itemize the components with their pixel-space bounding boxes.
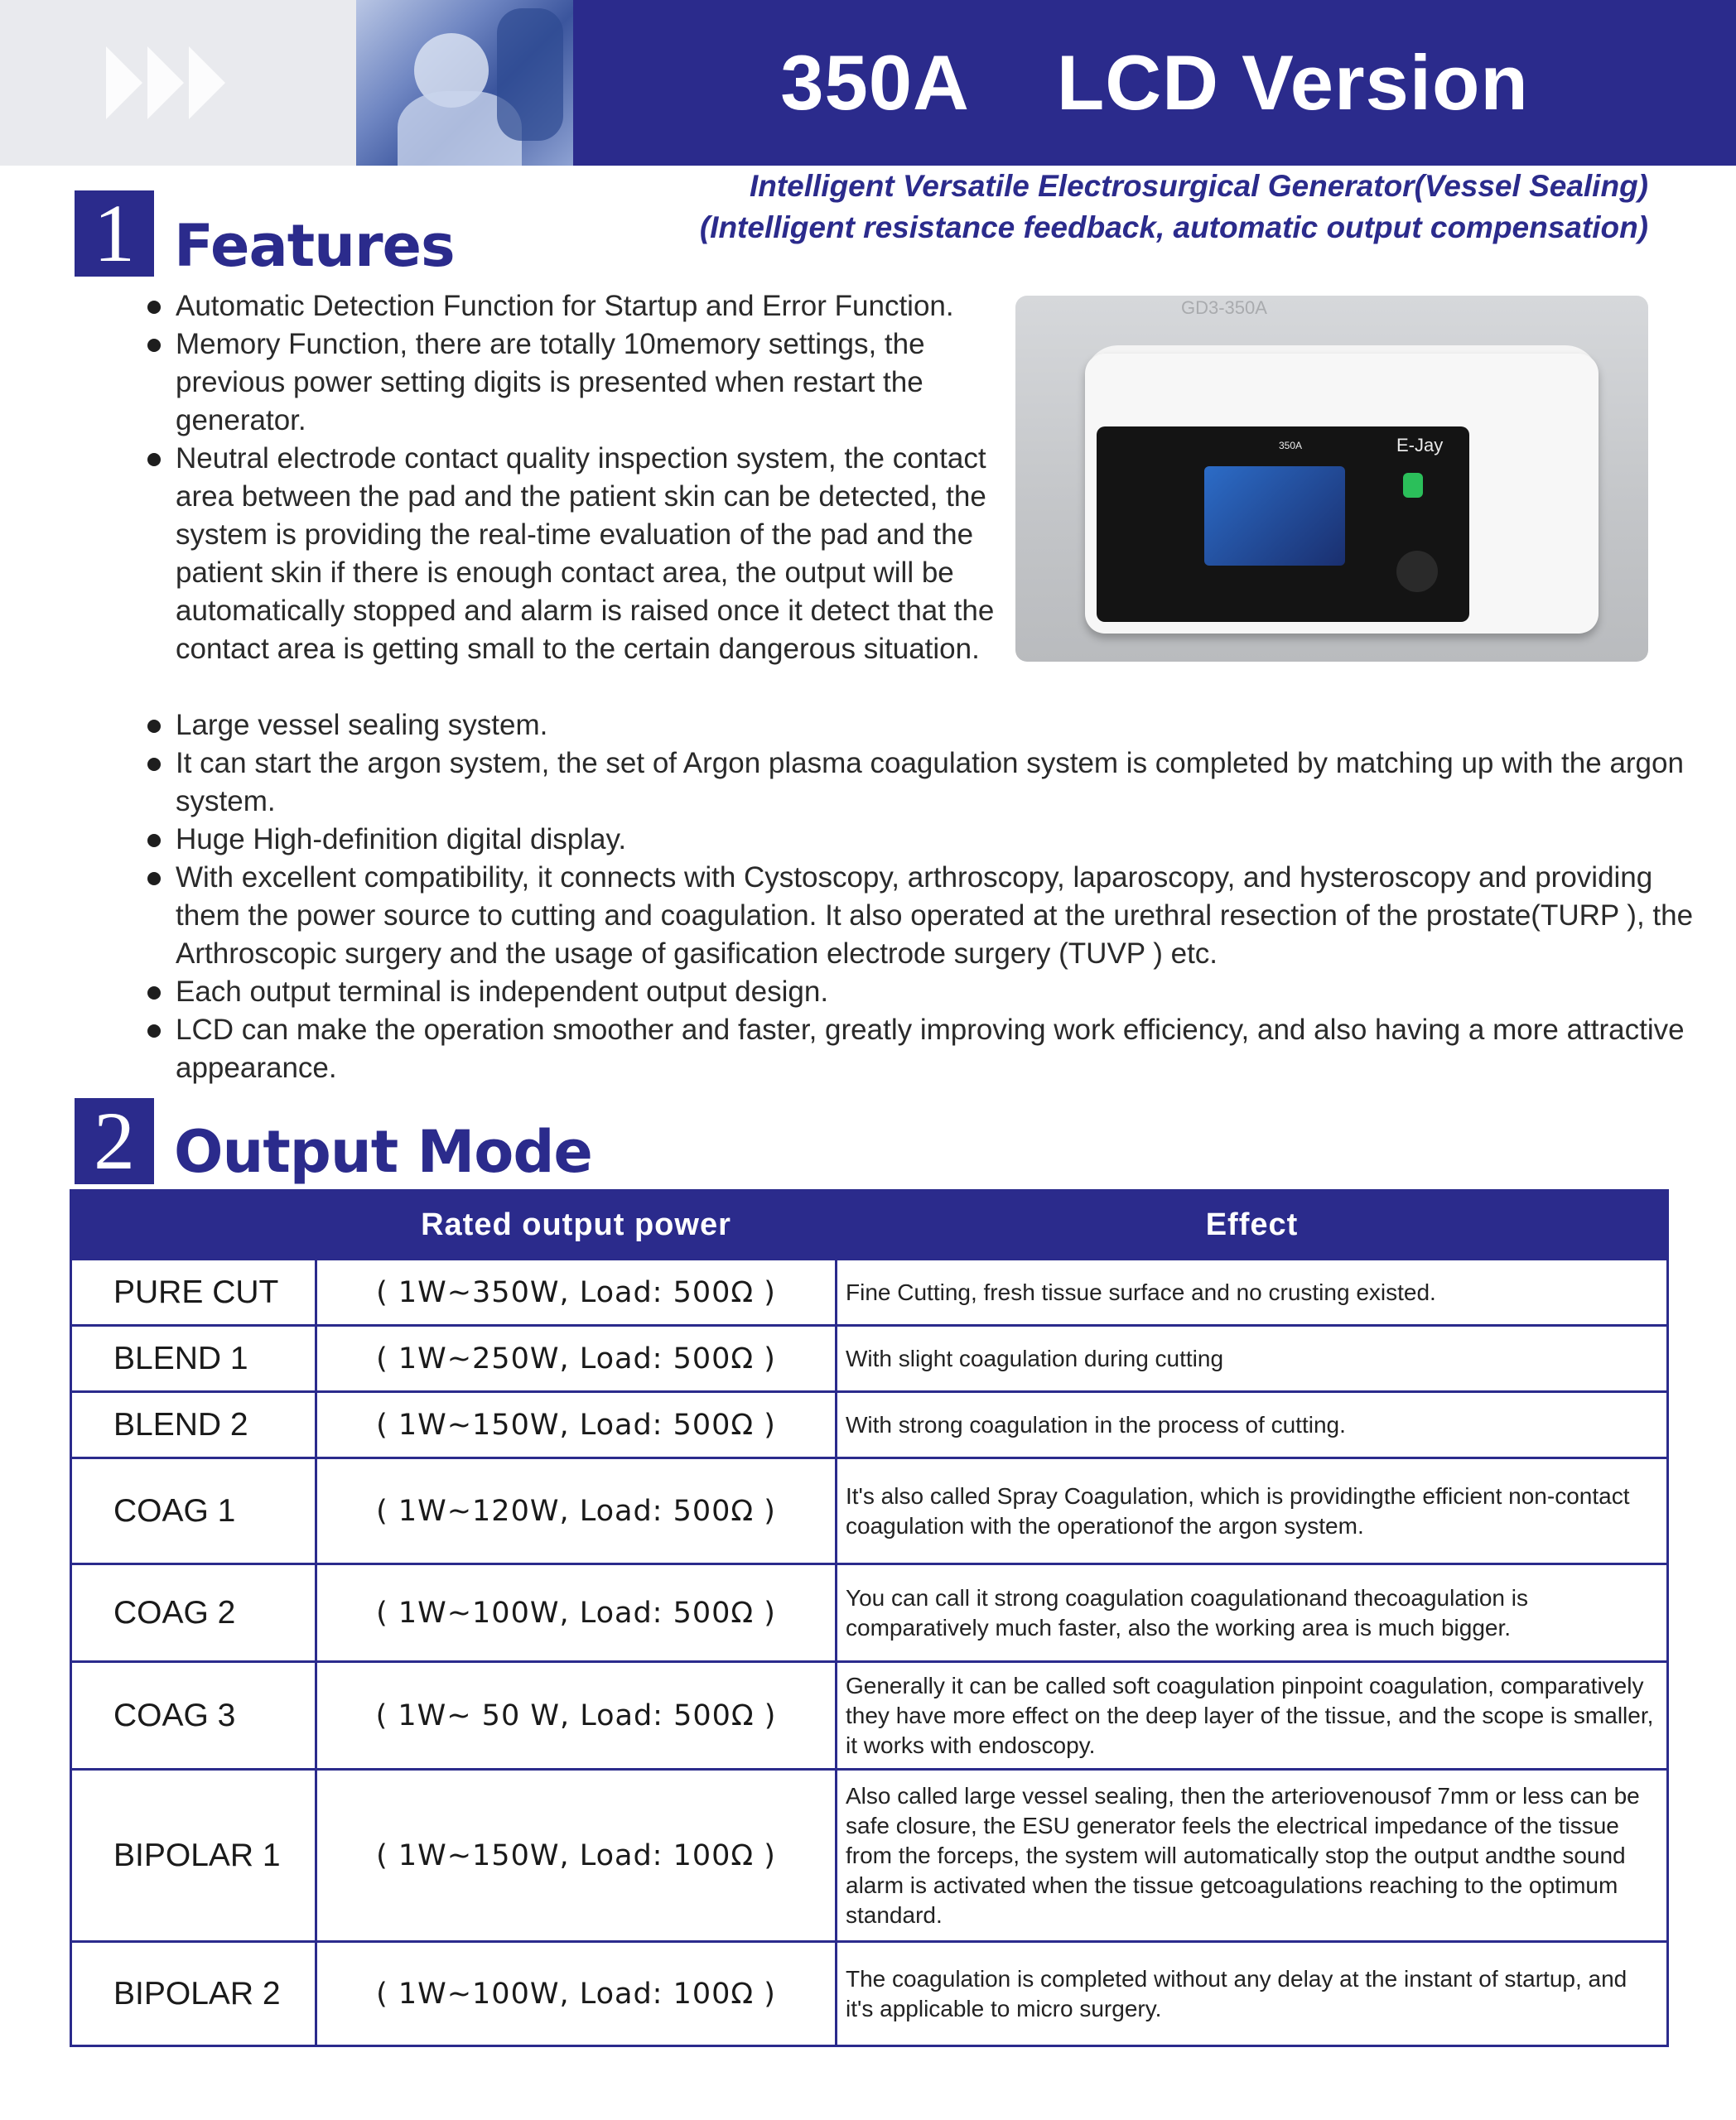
mode-cell: PURE CUT	[71, 1260, 316, 1326]
chevron-right-icon	[189, 46, 225, 119]
device-panel-label: 350A	[1279, 440, 1303, 451]
product-image	[1015, 296, 1648, 662]
product-subtitle-line2: (Intelligent resistance feedback, automatic output compensation)	[699, 210, 1648, 244]
power-cell: ( 1W~250W, Load: 500Ω )	[316, 1326, 837, 1392]
effect-cell: You can call it strong coagulation coagulationand thecoagulation is comparatively much faster, also the working area is much bigger.	[837, 1564, 1668, 1662]
effect-cell: With strong coagulation in the process of cutting.	[837, 1392, 1668, 1458]
feature-item: Huge High-definition digital display.	[144, 821, 1701, 859]
header-decor-panel	[0, 0, 356, 166]
feature-item: LCD can make the operation smoother and faster, greatly improving work efficiency, and also having a more attractive appearance.	[144, 1011, 1701, 1087]
power-cell: ( 1W~100W, Load: 500Ω )	[316, 1564, 837, 1662]
effect-cell: Also called large vessel sealing, then the arteriovenousof 7mm or less can be safe closure, the ESU generator feels the electrical impedance of the tissue from the forceps, the system will automatically stop the output andthe sound alarm is activated when the tissue getcoagulations reaching to the optimum standard.	[837, 1770, 1668, 1942]
effect-cell: It's also called Spray Coagulation, which is providingthe efficient non-contact coagulation with the operationof the argon system.	[837, 1458, 1668, 1564]
lcd-screen	[1204, 466, 1345, 566]
device-front-panel	[1097, 426, 1469, 622]
table-row	[71, 1326, 1668, 1392]
feature-item: Large vessel sealing system.	[144, 706, 1701, 744]
power-cell: ( 1W~150W, Load: 500Ω )	[316, 1392, 837, 1458]
table-row	[71, 1392, 1668, 1458]
brand-logo: E-Jay	[1396, 435, 1444, 455]
section-title-features: Features	[174, 212, 455, 280]
section-title-output-mode: Output Mode	[174, 1118, 592, 1186]
effect-cell: Fine Cutting, fresh tissue surface and no crusting existed.	[837, 1260, 1668, 1326]
feature-item: It can start the argon system, the set of Argon plasma coagulation system is completed by matching up with the argon system.	[144, 744, 1701, 821]
table-row	[71, 1942, 1668, 2046]
feature-list-narrow	[144, 287, 1005, 668]
column-header-effect: Effect	[837, 1191, 1668, 1260]
table-header-row	[71, 1191, 1668, 1260]
effect-cell: The coagulation is completed without any delay at the instant of startup, and it's applicable to micro surgery.	[837, 1942, 1668, 2046]
mode-cell: COAG 3	[71, 1662, 316, 1770]
mode-cell: COAG 2	[71, 1564, 316, 1662]
output-mode-table	[70, 1189, 1669, 2047]
effect-cell: Generally it can be called soft coagulation pinpoint coagulation, comparatively they have more effect on the deep layer of the tissue, and the scope is smaller, it works with endoscopy.	[837, 1662, 1668, 1770]
power-button-icon	[1403, 473, 1423, 498]
feature-item: Automatic Detection Function for Startup and Error Function.	[144, 287, 1005, 325]
surgeons-photo	[356, 0, 573, 166]
power-cell: ( 1W~150W, Load: 100Ω )	[316, 1770, 837, 1942]
section-number-badge: 2	[75, 1098, 154, 1184]
mode-cell: BLEND 2	[71, 1392, 316, 1458]
chevron-right-icon	[147, 46, 184, 119]
knob-icon	[1396, 551, 1438, 592]
power-cell: ( 1W~120W, Load: 500Ω )	[316, 1458, 837, 1564]
product-subtitle-line1: Intelligent Versatile Electrosurgical Generator(Vessel Sealing)	[749, 169, 1648, 203]
chevron-right-icon	[106, 46, 142, 119]
feature-item: With excellent compatibility, it connects with Cystoscopy, arthroscopy, laparoscopy, and hysteroscopy and providing them the power source to cutting and coagulation. It also operated at the urethral resection of the prostate(TURP ), the Arthroscopic surgery and the usage of gasification electrode surgery (TUVP ) etc.	[144, 859, 1701, 973]
mode-cell: BLEND 1	[71, 1326, 316, 1392]
product-model-label: GD3-350A	[1181, 297, 1267, 318]
page-title: 350A LCD Version	[780, 39, 1529, 126]
feature-item: Neutral electrode contact quality inspection system, the contact area between the pad and the patient skin can be detected, the system is providing the real-time evaluation of the pad and the patient skin if there is enough contact area, the output will be automatically stopped and alarm is raised once it detect that the contact area is getting small to the certain dangerous situation.	[144, 440, 1005, 668]
column-header-mode	[71, 1191, 316, 1260]
section-number-badge: 1	[75, 190, 154, 277]
table-row	[71, 1458, 1668, 1564]
table-row	[71, 1260, 1668, 1326]
table-row	[71, 1564, 1668, 1662]
title-bar	[573, 0, 1736, 166]
power-cell: ( 1W~100W, Load: 100Ω )	[316, 1942, 837, 2046]
mode-cell: BIPOLAR 2	[71, 1942, 316, 2046]
mode-cell: COAG 1	[71, 1458, 316, 1564]
mode-cell: BIPOLAR 1	[71, 1770, 316, 1942]
feature-item: Memory Function, there are totally 10memory settings, the previous power setting digits is presented when restart the generator.	[144, 325, 1005, 440]
effect-cell: With slight coagulation during cutting	[837, 1326, 1668, 1392]
feature-list-wide	[144, 706, 1701, 1087]
feature-item: Each output terminal is independent output design.	[144, 973, 1701, 1011]
table-row	[71, 1662, 1668, 1770]
table-row	[71, 1770, 1668, 1942]
header-banner	[0, 0, 1736, 166]
column-header-power: Rated output power	[316, 1191, 837, 1260]
power-cell: ( 1W~ 50 W, Load: 500Ω )	[316, 1662, 837, 1770]
power-cell: ( 1W~350W, Load: 500Ω )	[316, 1260, 837, 1326]
